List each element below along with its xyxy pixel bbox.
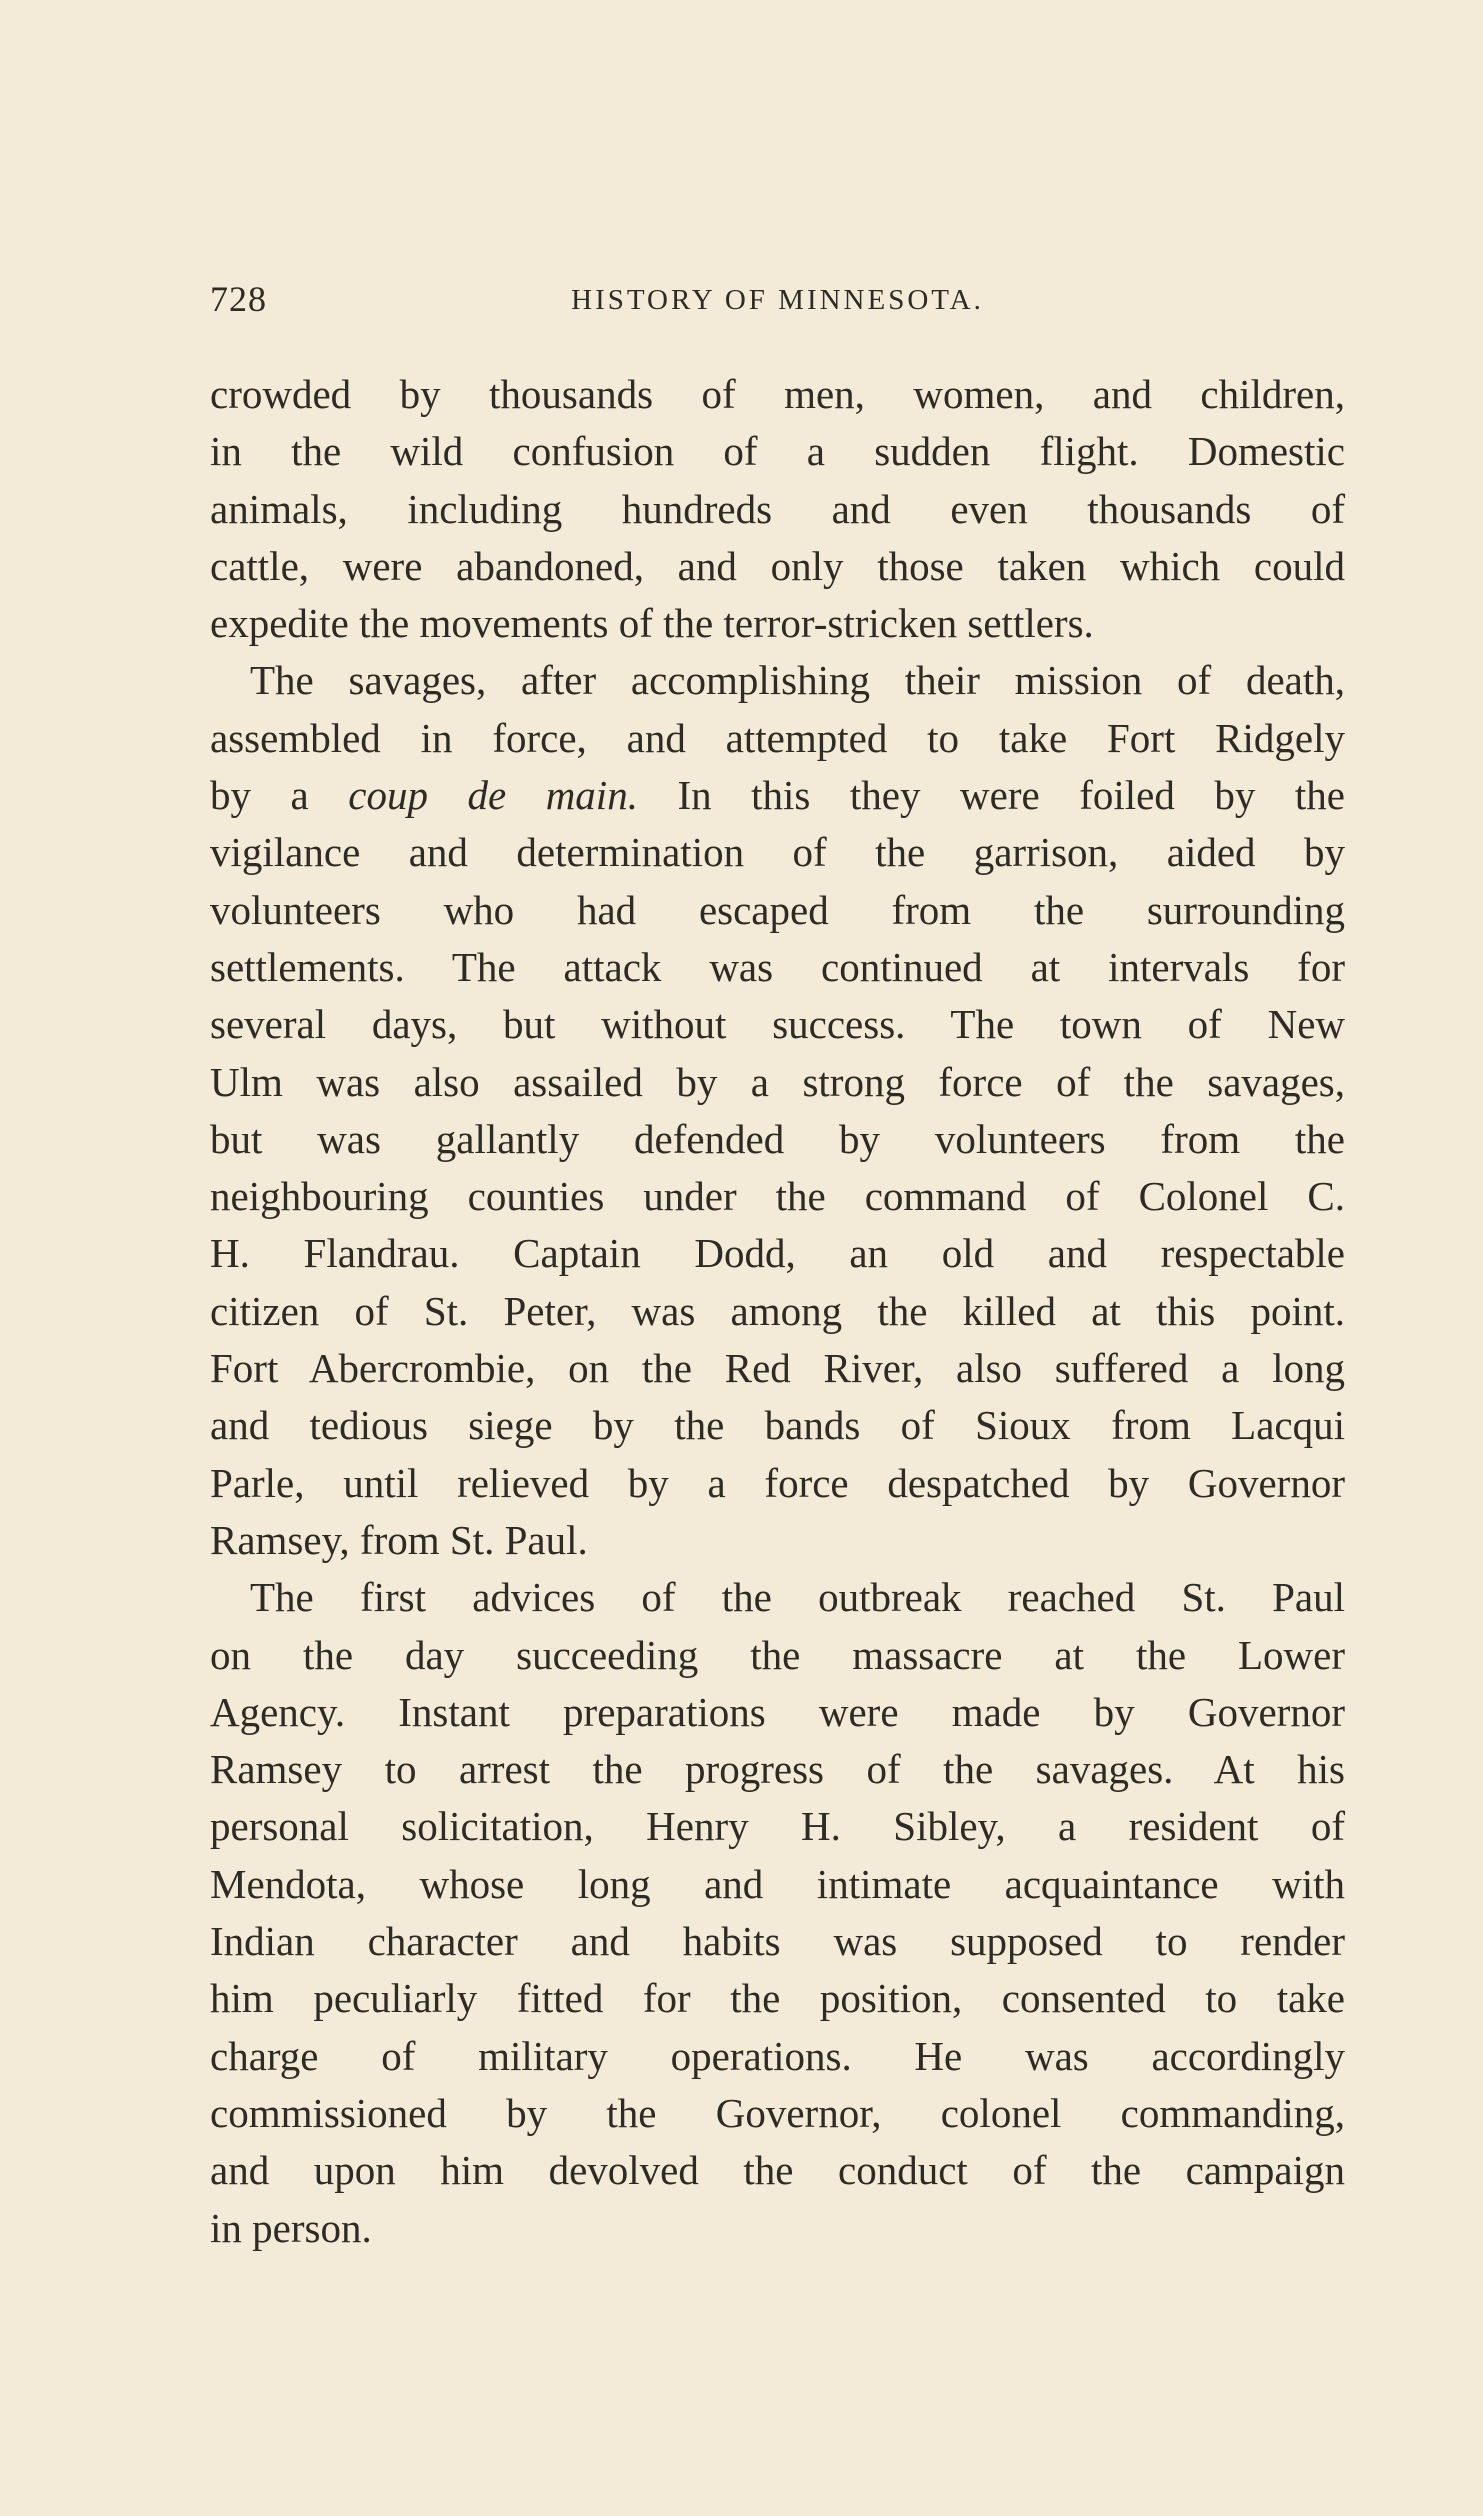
text-line: expedite the movements of the terror-stricken settlers. — [210, 600, 1094, 647]
paragraph-3 — [210, 1569, 1345, 2257]
text-line: Ramsey, from St. Paul. — [210, 1516, 588, 1563]
text-line: Agency. Instant preparations were made by Governor — [210, 1688, 1345, 1735]
text-run: by a — [210, 772, 349, 819]
text-line: assembled in force, and attempted to take Fort Ridgely — [210, 714, 1345, 761]
text-line: Parle, until relieved by a force despatched by Governor — [210, 1459, 1345, 1506]
text-line: and upon him devolved the conduct of the campaign — [210, 2147, 1345, 2194]
text-line: crowded by thousands of men, women, and children, — [210, 371, 1345, 417]
text-line: vigilance and determination of the garrison, aided by — [210, 829, 1345, 876]
text-line: Ulm was also assailed by a strong force of the savages, — [210, 1058, 1345, 1105]
page-number: 728 — [210, 279, 267, 319]
text-line: The first advices of the outbreak reached St. Paul — [250, 1574, 1345, 1621]
italic-phrase: coup de main. — [348, 772, 638, 819]
text-line: volunteers who had escaped from the surrounding — [210, 886, 1345, 933]
text-line: personal solicitation, Henry H. Sibley, a resident of — [210, 1803, 1345, 1850]
text-line: him peculiarly fitted for the position, consented to take — [210, 1975, 1345, 2022]
text-line: Ramsey to arrest the progress of the savages. At his — [210, 1746, 1345, 1793]
text-line: and tedious siege by the bands of Sioux from Lacqui — [210, 1402, 1345, 1449]
text-line: charge of military operations. He was accordingly — [210, 2032, 1345, 2079]
text-line: The savages, after accomplishing their mission of death, — [250, 657, 1345, 704]
text-line: H. Flandrau. Captain Dodd, an old and respectable — [210, 1230, 1345, 1277]
text-line: Fort Abercrombie, on the Red River, also suffered a long — [210, 1345, 1345, 1392]
text-line: several days, but without success. The town of New — [210, 1001, 1345, 1048]
paragraph-1 — [210, 366, 1345, 652]
body-text — [210, 366, 1345, 2257]
text-line: but was gallantly defended by volunteers from the — [210, 1115, 1345, 1162]
text-line: in person. — [210, 2204, 372, 2251]
text-line: Mendota, whose long and intimate acquaintance with — [210, 1860, 1345, 1907]
text-line: Indian character and habits was supposed to render — [210, 1918, 1345, 1965]
text-line: in the wild confusion of a sudden flight. Domestic — [210, 428, 1345, 475]
text-line: cattle, were abandoned, and only those taken which could — [210, 542, 1345, 589]
text-line: animals, including hundreds and even thousands of — [210, 485, 1345, 532]
paragraph-2 — [210, 652, 1345, 1569]
running-head — [210, 278, 1345, 328]
text-line-with-italic — [210, 767, 1345, 824]
text-line: settlements. The attack was continued at intervals for — [210, 943, 1345, 990]
running-title: HISTORY OF MINNESOTA. — [571, 284, 984, 316]
text-line: commissioned by the Governor, colonel commanding, — [210, 2089, 1345, 2136]
text-line: neighbouring counties under the command of Colonel C. — [210, 1173, 1345, 1220]
text-line: citizen of St. Peter, was among the killed at this point. — [210, 1287, 1345, 1334]
text-run: In this they were foiled by the — [637, 772, 1345, 819]
text-line: on the day succeeding the massacre at the Lower — [210, 1631, 1345, 1678]
